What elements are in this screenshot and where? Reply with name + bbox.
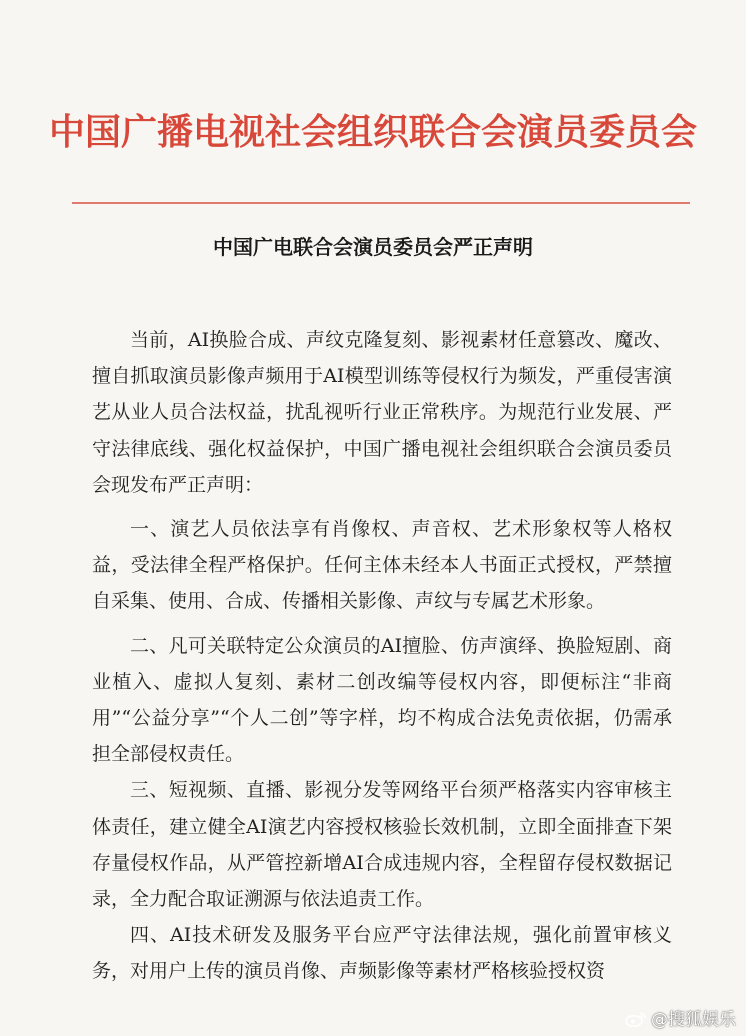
document-title: 中国广电联合会演员委员会严正声明 [213,235,533,259]
paragraph-item-2: 二、凡可关联特定公众演员的AI擅脸、仿声演绎、换脸短剧、商业植入、虚拟人复刻、素材二创改编等侵权内容，即便标注“非商用”“公益分享”“个人二创”等字样，均不构成合法免责依据，仍需承担全部侵权责任。 [92,634,672,766]
paragraph-item-4: 四、AI技术研发及服务平台应严守法律法规，强化前置审核义务，对用户上传的演员肖像、声频影像等素材严格核验授权资 [92,924,672,983]
letterhead-rule [72,202,690,204]
weibo-icon [625,1011,647,1027]
source-watermark [625,1005,736,1030]
paragraph-item-1: 一、演艺人员依法享有肖像权、声音权、艺术形象权等人格权益，受法律全程严格保护。任何主体未经本人书面正式授权，严禁擅自采集、使用、合成、传播相关影像、声纹与专属艺术形象。 [92,518,672,613]
paragraph-intro: 当前，AI换脸合成、声纹克隆复刻、影视素材任意篡改、魔改、擅自抓取演员影像声频用于AI模型训练等侵权行为频发，严重侵害演艺从业人员合法权益，扰乱视听行业正常秩序。为规范行业发展、严守法律底线、强化权益保护，中国广播电视社会组织联合会演员委员会现发布严正声明： [92,329,672,496]
paragraph-item-3: 三、短视频、直播、影视分发等网络平台须严格落实内容审核主体责任，建立健全AI演艺内容授权核验长效机制，立即全面排查下架存量侵权作品，从严管控新增AI合成违规内容，全程留存侵权数据记录，全力配合取证溯源与依法追责工作。 [92,779,672,911]
watermark-text: @搜狐娱乐 [651,1010,736,1030]
statement-body [92,322,672,990]
letterhead-title: 中国广播电视社会组织联合会演员委员会 [48,111,697,153]
